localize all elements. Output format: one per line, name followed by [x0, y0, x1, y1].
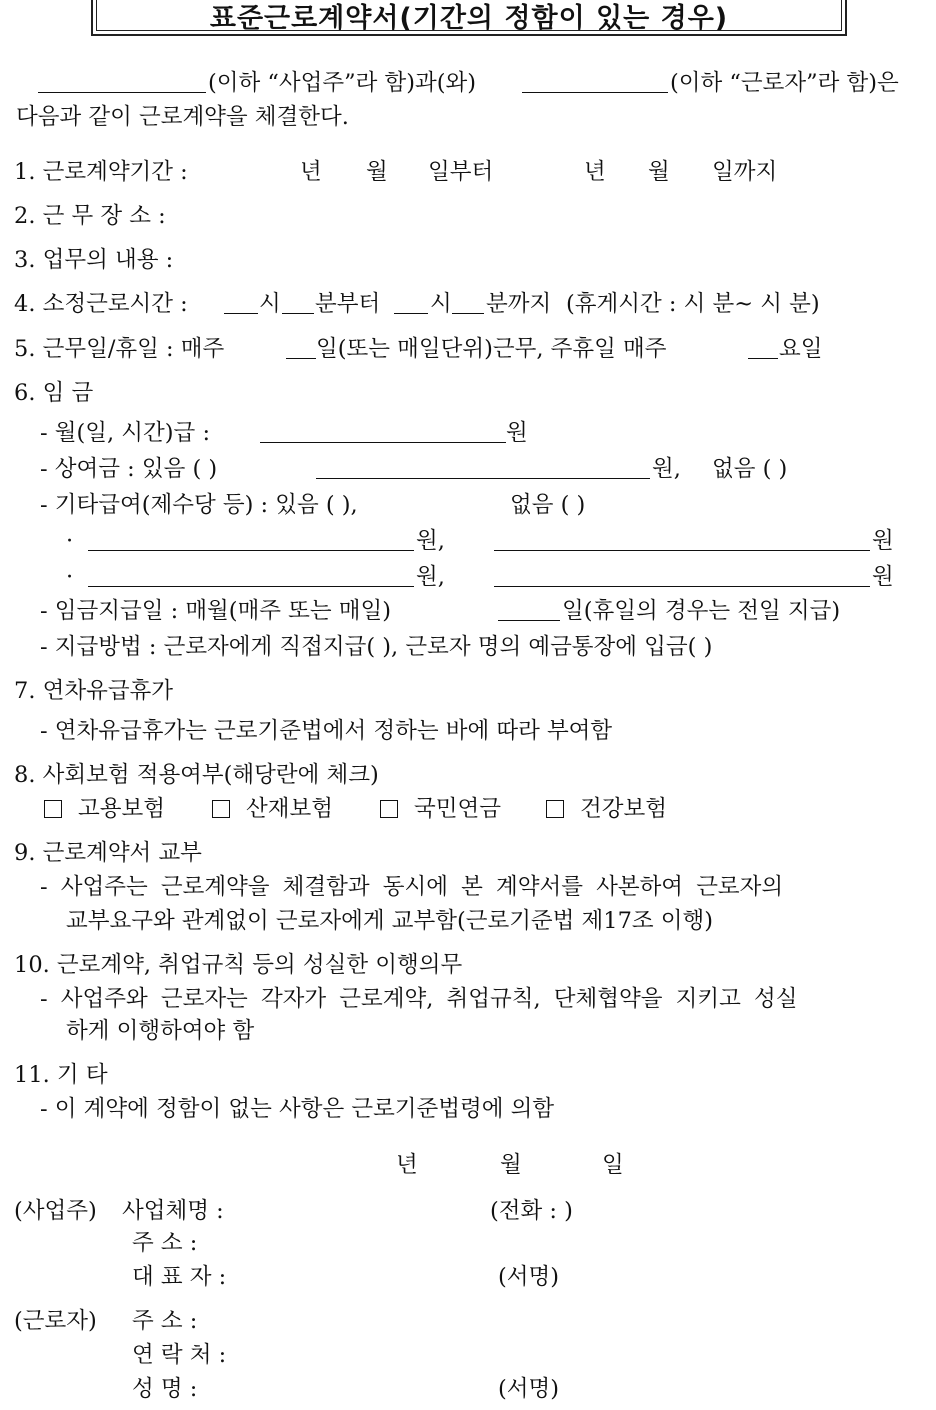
payday-tail: 일(휴일의 경우는 전일 지급)	[562, 598, 841, 624]
industrial-accident-checkbox[interactable]	[212, 800, 230, 818]
item-text: 교부요구와 관계없이 근로자에게 교부함(근로기준법 제17조 이행)	[66, 908, 714, 934]
item-label: 9. 근로계약서 교부	[14, 840, 202, 866]
item-label: 7. 연차유급휴가	[14, 678, 174, 704]
date-month: 월	[500, 1152, 522, 1178]
hour-text: 시	[430, 291, 452, 317]
hour-text: 시	[259, 291, 281, 317]
won-unit: 원,	[652, 456, 681, 482]
won-unit: 원	[872, 528, 894, 554]
item-label: 4. 소정근로시간 :	[14, 291, 188, 317]
date-day: 일	[602, 1152, 624, 1178]
minute-until-text: 분까지	[486, 291, 552, 317]
allowance-blank[interactable]	[494, 524, 870, 551]
won-unit: 원	[872, 564, 894, 590]
item-label: 11. 기 타	[14, 1062, 108, 1088]
end-month: 월	[648, 159, 670, 185]
workday-text: 일(또는 매일단위)근무, 주휴일 매주	[316, 336, 667, 362]
worker-name-blank[interactable]	[522, 66, 668, 93]
item-label: 3. 업무의 내용 :	[14, 247, 174, 273]
won-unit: 원,	[416, 564, 445, 590]
employer-name-blank[interactable]	[38, 66, 206, 93]
start-minute-blank[interactable]	[282, 287, 314, 314]
bullet: ·	[66, 528, 74, 554]
title-box	[91, 0, 847, 36]
intro-text: 다음과 같이 근로계약을 체결한다.	[16, 104, 349, 130]
start-year: 년	[300, 159, 322, 185]
start-day: 일부터	[428, 159, 494, 185]
bonus-label: - 상여금 : 있음 ( )	[40, 456, 218, 482]
employment-insurance-checkbox[interactable]	[44, 800, 62, 818]
phone-label: (전화 : )	[490, 1198, 573, 1224]
break-time: (휴게시간 : 시 분~ 시 분)	[566, 291, 820, 317]
worker-suffix: (이하 “근로자”라 함)은	[670, 70, 899, 96]
company-name-label: 사업체명 :	[122, 1198, 224, 1224]
worker-signature[interactable]: (서명)	[498, 1376, 560, 1402]
worker-label: (근로자)	[14, 1308, 97, 1334]
allowance-blank[interactable]	[88, 560, 414, 587]
item-text: - 이 계약에 정함이 없는 사항은 근로기준법령에 의함	[40, 1096, 555, 1122]
allowance-blank[interactable]	[494, 560, 870, 587]
option-label: 국민연금	[414, 796, 501, 822]
employer-label: (사업주)	[14, 1198, 97, 1224]
item-label: 6. 임 금	[14, 380, 94, 406]
wage-amount-blank[interactable]	[260, 416, 506, 443]
document-title: 표준근로계약서(기간의 정함이 있는 경우)	[209, 3, 729, 34]
other-allowance-label: - 기타급여(제수당 등) : 있음 ( ),	[40, 492, 358, 518]
name-label: 성 명 :	[132, 1376, 198, 1402]
won-unit: 원,	[416, 528, 445, 554]
end-year: 년	[584, 159, 606, 185]
end-day: 일까지	[712, 159, 778, 185]
item-text: - 연차유급휴가는 근로기준법에서 정하는 바에 따라 부여함	[40, 718, 613, 744]
option-label: 건강보험	[580, 796, 667, 822]
item-text: - 사업주는 근로계약을 체결함과 동시에 본 계약서를 사본하여 근로자의	[40, 874, 784, 900]
option-label: 고용보험	[78, 796, 165, 822]
item-label: 2. 근 무 장 소 :	[14, 203, 166, 229]
representative-label: 대 표 자 :	[132, 1264, 227, 1290]
weekday-text: 요일	[779, 336, 823, 362]
item-label: 10. 근로계약, 취업규칙 등의 성실한 이행의무	[14, 952, 463, 978]
start-month: 월	[366, 159, 388, 185]
wage-label: - 월(일, 시간)급 :	[40, 420, 211, 446]
won-unit: 원	[506, 420, 528, 446]
holiday-weekday-blank[interactable]	[748, 332, 778, 359]
allowance-blank[interactable]	[88, 524, 414, 551]
address-label: 주 소 :	[132, 1308, 198, 1334]
item-label: 1. 근로계약기간 :	[14, 159, 188, 185]
payment-method: - 지급방법 : 근로자에게 직접지급( ), 근로자 명의 예금통장에 입금( )	[40, 634, 713, 660]
bonus-none: 없음 ( )	[712, 456, 788, 482]
other-allowance-none: 없음 ( )	[510, 492, 586, 518]
item-text: - 사업주와 근로자는 각자가 근로계약, 취업규칙, 단체협약을 지키고 성실	[40, 986, 798, 1012]
payday-label: - 임금지급일 : 매월(매주 또는 매일)	[40, 598, 392, 624]
option-label: 산재보험	[246, 796, 333, 822]
employer-suffix: (이하 “사업주”라 함)과(와)	[208, 70, 477, 96]
item-label: 5. 근무일/휴일 : 매주	[14, 336, 225, 362]
contact-label: 연 락 처 :	[132, 1342, 227, 1368]
bonus-amount-blank[interactable]	[316, 452, 650, 479]
start-hour-blank[interactable]	[224, 287, 258, 314]
payday-blank[interactable]	[498, 594, 560, 621]
bullet: ·	[66, 564, 74, 590]
address-label: 주 소 :	[132, 1230, 198, 1256]
employer-signature[interactable]: (서명)	[498, 1264, 560, 1290]
days-per-week-blank[interactable]	[286, 332, 316, 359]
item-label: 8. 사회보험 적용여부(해당란에 체크)	[14, 762, 379, 788]
end-hour-blank[interactable]	[394, 287, 428, 314]
national-pension-checkbox[interactable]	[380, 800, 398, 818]
end-minute-blank[interactable]	[452, 287, 484, 314]
item-text: 하게 이행하여야 함	[66, 1018, 255, 1044]
date-year: 년	[396, 1152, 418, 1178]
minute-from-text: 분부터	[315, 291, 381, 317]
health-insurance-checkbox[interactable]	[546, 800, 564, 818]
